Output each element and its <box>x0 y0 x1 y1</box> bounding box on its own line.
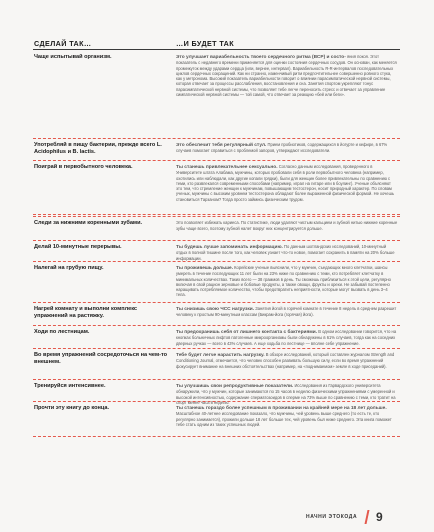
table-row <box>33 326 400 349</box>
row-result-lead: Ты улучшишь свои репродуктивные показатели. <box>176 384 294 389</box>
row-result <box>176 352 398 369</box>
row-action: Во время упражнений сосредоточься на чем-то внешнем. <box>34 352 168 366</box>
row-action: Следи за нижними коренными зубами. <box>34 220 143 226</box>
row-result <box>176 405 398 427</box>
row-result-text: Это позволяет избежать кариеса. По статистике, люди удаляют чистым кальцием и зубной нитью нижние коренные зубы чаще всего, поэтому зубной налет вокруг них концентрируется дольше. <box>176 220 398 232</box>
row-action: Употребляй в пищу бактерии, прежде всего L. Acidophilus и B. lactis. <box>34 142 162 156</box>
row-action: Тренируйся интенсивнее. <box>34 383 106 389</box>
running-footer: НАЧНИ ЭТОКОДА <box>306 514 358 520</box>
row-result <box>176 142 398 154</box>
row-result <box>176 306 398 318</box>
row-result-text: Прием пробиотиков, содержащихся в йогурте и кефире, в 67% случаев помогает справиться с проблемой запоров, утверждают исследователи. <box>176 142 388 154</box>
row-result-lead: Ты предохранишь себя от лишнего контакта с бактериями. <box>176 330 318 335</box>
row-divider <box>33 436 400 437</box>
table-row <box>33 349 400 380</box>
row-result-text: Корейские ученые выяснили, что у мужчин, съедающих много клетчатки, шансы умереть в течение последующих 11 лет были на 23% ниже по сравнению с теми, кто потребляет клетчатку в минимальных количествах. Таких всего — 38 граммов в день. Ты сможешь приблизиться к этой цели, регулярно включая в свой рацион зерновые и бобовые продукты, а также овощи, фрукты и орехи. Не забывай постепенно наращивать потребляемое количество, чтобы предотвратить неприятности, которые могут вызвать в день 3–4 тела. <box>176 265 391 298</box>
row-result-lead: Это улучшает вариабельность твоего сердечного ритма (ВСР) и состо- <box>176 55 346 60</box>
row-result-text: Согласно данным исследования, проведенного в Университете штата Алабама, мужчины, которых пробовали себя в роли первобытного человека (например, охотились или наблюдали, как другие копали грядки), были для женщин более привлекательны по сравнению с теми, кто развлекался современными способами (например, играл на гитаре или в боулинг). Ученые объясняют это тем, что стремление женщин к мужчинам, повышающим тестостерон, носит природный характер. По словам ученых, мужчины с высоким уровнем тестостерона обладают более выраженной физической формой. Не хочешь становиться Тарзаном? Тогда просто займись физическим трудом. <box>176 164 394 202</box>
row-result-text: По данным шотландских исследований, 10-минутный отдых в полной тишине после того, как человек узнает что-то новое, помогает сохранить в памяти на 20% больше информации. <box>176 244 395 261</box>
row-result-text: Исследования из Гарвардского университета обнаружили, что у мужчин, которые занимаются по 15 часов в неделю физическими упражнениями с умеренной и высокой интенсивностью, содержание сперматозоидов в сперме на 73% выше по сравнению с теми, кто тратит на спорт менее часа в неделю. <box>176 383 396 405</box>
row-result-lead: Тебе будет легче нарастить нагрузку. <box>176 353 265 358</box>
row-result-text: В обзоре исследований, который составлен журналом Strength and Conditioning Journal, отмечается, что человек способен развивать большую силу, если во время упражнений фокусирует внимание на внешних обстоятельствах (например, на «поднимаемом» земле в ходе приседаний). <box>176 352 395 369</box>
row-result-lead: Ты снизишь свою ЧСС нагрузки. <box>176 307 255 312</box>
table-row <box>33 380 400 405</box>
row-result-lead: Ты станешь гораздо более успешным в проживании на крайней мере на 18 лет дольше. <box>176 406 387 411</box>
row-result-text: Масштабное 40-летнее исследование показало, что мужчины, чей уровень выше среднего (то есть те, кто регулярно занимается), прожили дольше 18 лет больше тех, чей уровень был ниже среднего. Эта книга поможет тебе стать одним из таких успешных людей. <box>176 411 392 427</box>
row-result <box>176 220 398 232</box>
row-action: Налегай на грубую пищу. <box>34 265 104 271</box>
row-result-text: В одном исследовании говорится, что на кнопках больничных лифтов патогенные микроорганизмы были обнаружены в 61% случаев, тогда как на соседних дверных ручках — всего в 43% случаев. А еще ходьба по лестнице — вполне себе упражнение. <box>176 329 397 346</box>
advice-table <box>33 51 400 437</box>
table-row <box>33 241 400 262</box>
row-action: Чаще испытывай организм. <box>34 54 112 60</box>
table-row <box>33 402 400 437</box>
row-result-lead: Ты станешь привлекательнее сексуально. <box>176 165 278 170</box>
row-result <box>176 54 398 97</box>
row-result <box>176 265 398 298</box>
row-result-lead: Ты проживешь дольше. <box>176 266 234 271</box>
row-action: Поиграй в первобытного человека. <box>34 164 133 170</box>
row-action: Делай 10-минутные перерывы. <box>34 244 122 250</box>
row-result-lead: Ты будешь лучше запоминать информацию. <box>176 245 283 250</box>
row-result <box>176 329 398 346</box>
row-result-text: яния покоя. Этот показатель с недавнего времени применяется для оценки состояния сердечных сосудов. Он основан, как меняется промежуток между ударами сердца (или, вернее, интервал). Вариабельность R-R-интервалов последовательных циклов сердечных сокращений. Как ни странно, изменчивый ритм предпочтительнее совершенно ровного стука, как у метронома. Высокий показатель вариабельности говорит о влиянии парасимпатической нервной системы, которая отвечает за процессы расслабления, восстановления и сна. Занятия спортом укрепляют тонус парасимпатической нервной системы, что позволяет тебе легче переносить стресс и отвечает за управление симпатической нервной системы — той самой, что отвечает за реакцию «бей или беги». <box>176 54 397 97</box>
page-number: 9 <box>376 510 383 524</box>
row-action: Прочти эту книгу до конца. <box>34 405 110 411</box>
table-row <box>33 262 400 303</box>
table-row <box>33 217 400 241</box>
row-result-lead: Это обеспечит тебя регулярный стул. <box>176 143 267 148</box>
row-action: Ходи по лестницам. <box>34 329 90 335</box>
header-rule <box>33 49 400 50</box>
table-row <box>33 303 400 326</box>
header-do-this: СДЕЛАЙ ТАК… <box>34 39 92 48</box>
row-result <box>176 164 398 202</box>
table-row <box>33 161 400 215</box>
table-row <box>33 51 400 139</box>
footer-divider <box>365 510 370 524</box>
row-result <box>176 244 398 261</box>
header-result: …И БУДЕТ ТАК <box>176 39 235 48</box>
row-result-text: Занятия йогой в горячей комнате в течение 8 недель в среднем разрешит человеку к простым 90-минутным классам (Бикрам-йога (горячая) йога). <box>176 306 397 318</box>
row-action: Нагрей комнату и выполни комплекс упражнений на растяжку. <box>34 306 138 320</box>
table-row <box>33 139 400 161</box>
